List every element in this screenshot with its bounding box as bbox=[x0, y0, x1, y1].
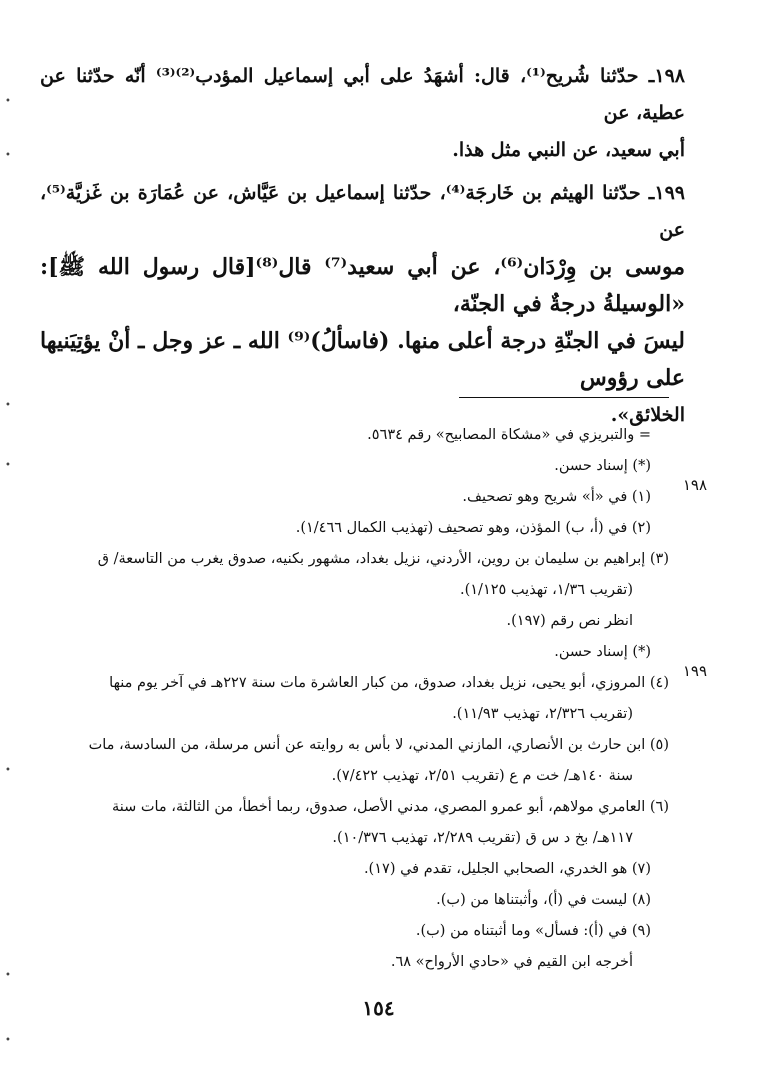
hadith-199 bbox=[40, 175, 685, 434]
footnote-5-line-1: (٥) ابن حارث بن الأنصاري، المازني المدني، لا بأس به روايته عن أنس مرسلة، من السادسة، مات bbox=[88, 737, 669, 753]
hadith-199-line-4: الخلائق». bbox=[610, 404, 685, 426]
footnote-4-line-1: (٤) المروزي، أبو يحيى، نزيل بغداد، صدوق، من كبار العاشرة مات سنة ٢٢٧هـ في آخر يوم منها bbox=[109, 675, 669, 691]
footnote-continuation: = والتبريزي في «مشكاة المصابيح» رقم ٥٦٣٤. bbox=[367, 427, 651, 443]
footnote-6-line-2: ١١٧هـ/ بخ د س ق (تقريب ٢/٢٨٩، تهذيب ١٠/٣٧٦). bbox=[332, 830, 633, 846]
hadith-199-line-2: موسى بن وِرْدَان⁽⁶⁾، عن أبي سعيد⁽⁷⁾ قال⁽⁸⁾[قال رسول الله ﷺ]: «الوسيلةُ درجةٌ في الجنّة، bbox=[40, 254, 685, 317]
footnote-9: (٩) في (أ): فسأل» وما أثبتناه من (ب). bbox=[415, 923, 651, 939]
footnotes bbox=[40, 420, 669, 978]
footnote-10: أخرجه ابن القيم في «حادي الأرواح» ٦٨. bbox=[390, 954, 633, 970]
scan-speck: • bbox=[5, 150, 11, 161]
footnote-1: (١) في «أ» شريح وهو تصحيف. bbox=[462, 489, 651, 505]
footnote-199-star: (*) إسناد حسن. bbox=[554, 644, 651, 660]
main-text bbox=[40, 58, 685, 440]
footnote-2: (٢) في (أ، ب) المؤذن، وهو تصحيف (تهذيب الكمال ١/٤٦٦). bbox=[295, 520, 651, 536]
scan-speck: • bbox=[5, 460, 11, 471]
footnote-5-line-2: سنة ١٤٠هـ/ خت م ع (تقريب ٢/٥١، تهذيب ٧/٤٢٢). bbox=[331, 768, 633, 784]
scan-speck: • bbox=[5, 765, 11, 776]
hadith-198-line-1: ١٩٨ـ حدّثنا شُريح⁽¹⁾، قال: أشهَدُ على أبي إسماعيل المؤدب⁽²⁾⁽³⁾ أنّه حدّثنا عن عطية، عن bbox=[40, 65, 685, 124]
footnote-3-line-3: انظر نص رقم (١٩٧). bbox=[506, 613, 633, 629]
hadith-199-line-3: ليسَ في الجنّةِ درجة أعلى منها. (فاسألُ)⁽⁹⁾ الله ـ عز وجل ـ أنْ يؤتِيَنيها على رؤوس bbox=[40, 328, 685, 391]
footnote-4-line-2: (تقريب ٢/٣٢٦، تهذيب ١١/٩٣). bbox=[452, 706, 633, 722]
footnote-198-star: (*) إسناد حسن. bbox=[554, 458, 651, 474]
footnote-8: (٨) ليست في (أ)، وأثبتناها من (ب). bbox=[436, 892, 651, 908]
footnote-7: (٧) هو الخدري، الصحابي الجليل، تقدم في (١٧). bbox=[363, 861, 651, 877]
hadith-198-line-2: أبي سعيد، عن النبي مثل هذا. bbox=[452, 139, 685, 161]
footnote-divider bbox=[459, 397, 669, 398]
margin-number-199: ١٩٩ bbox=[682, 662, 707, 680]
hadith-199-line-1: ١٩٩ـ حدّثنا الهيثم بن خَارجَة⁽⁴⁾، حدّثنا إسماعيل بن عَيَّاش، عن عُمَارَة بن غَزيَّة⁽⁵⁾، عن bbox=[40, 182, 685, 241]
hadith-198 bbox=[40, 58, 685, 169]
scan-speck: • bbox=[5, 1035, 11, 1046]
scan-speck: • bbox=[5, 400, 11, 411]
footnote-6-line-1: (٦) العامري مولاهم، أبو عمرو المصري، مدني الأصل، صدوق، ربما أخطأ، من الثالثة، مات سنة bbox=[111, 799, 669, 815]
page-number: ١٥٤ bbox=[362, 996, 395, 1020]
footnote-3-line-1: (٣) إبراهيم بن سليمان بن روين، الأردني، نزيل بغداد، مشهور بكنيه، صدوق يغرب من التاسعة/ ق bbox=[97, 551, 669, 567]
scan-speck: • bbox=[5, 970, 11, 981]
scan-speck: • bbox=[5, 96, 11, 107]
margin-number-198: ١٩٨ bbox=[682, 476, 707, 494]
footnote-3-line-2: (تقريب ١/٣٦، تهذيب ١/١٢٥). bbox=[459, 582, 633, 598]
